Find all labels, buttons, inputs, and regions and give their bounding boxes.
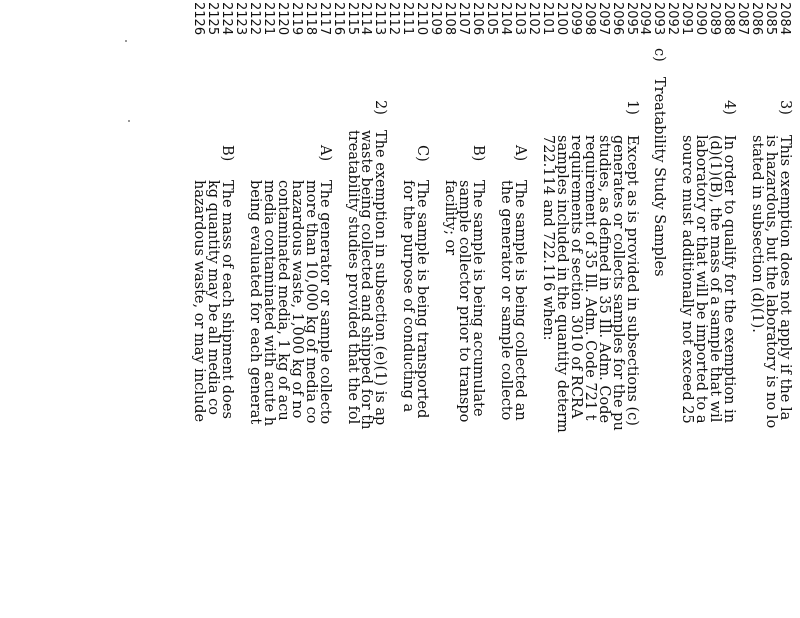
line-number: 2119: [288, 2, 304, 36]
line-number: 2111: [400, 2, 416, 36]
text-line: The sample is being accumulate: [470, 180, 487, 417]
line-number: 2088: [721, 2, 737, 36]
text-line: Except as is provided in subsections (c): [623, 135, 640, 426]
line-number: 2114: [358, 2, 374, 36]
line-number: 2126: [191, 2, 207, 36]
line-number: 2091: [679, 2, 695, 36]
line-number: 2118: [302, 2, 318, 36]
section-heading: Treatability Study Samples: [651, 77, 668, 277]
text-line: requirement of 35 Ill. Adm. Code 721 t: [581, 135, 598, 421]
line-number: 2087: [735, 2, 751, 36]
text-line: media contaminated with acute h: [260, 180, 277, 427]
line-number: 2116: [330, 2, 346, 36]
text-line: The generator or sample collecto: [316, 180, 333, 425]
line-number: 2120: [274, 2, 290, 36]
item-marker-B2: B): [219, 145, 235, 162]
line-number: 2092: [665, 2, 681, 36]
scan-speck: [128, 120, 130, 122]
line-number: 2084: [777, 2, 792, 36]
text-line: hazardous waste, 1,000 kg of no: [288, 180, 305, 419]
item-marker-2: 2): [372, 100, 389, 115]
line-number: 2089: [707, 2, 723, 36]
line-number: 2113: [372, 2, 388, 36]
text-line: more than 10,000 kg of media co: [302, 180, 319, 424]
text-line: This exemption does not apply if the la: [777, 135, 793, 421]
line-number: 2093: [651, 2, 667, 36]
line-number: 2095: [623, 2, 639, 36]
text-line: contaminated media, 1 kg of acu: [274, 180, 291, 421]
text-line: In order to qualify for the exemption in: [721, 135, 738, 424]
line-number: 2104: [498, 2, 513, 36]
text-line: being evaluated for each generat: [246, 180, 263, 425]
item-marker-4: 4): [721, 100, 738, 115]
text-line: requirements of section 3010 of RCRA: [567, 135, 584, 419]
line-number: 2101: [539, 2, 555, 36]
text-line: The exemption in subsection (e)(1) is ap: [372, 130, 389, 426]
line-number: 2102: [525, 2, 541, 36]
line-number: 2108: [442, 2, 458, 36]
line-number: 2103: [511, 2, 527, 36]
item-marker-3: 3): [777, 100, 793, 115]
text-line: The sample is being collected an: [511, 180, 528, 421]
line-number: 2121: [260, 2, 276, 36]
text-line: is hazardous, but the laboratory is no lo: [763, 135, 780, 429]
line-number: 2124: [219, 2, 234, 36]
text-line: The mass of each shipment does: [219, 180, 235, 419]
line-number: 2097: [595, 2, 611, 36]
text-line: stated in subsection (d)(1).: [749, 135, 766, 333]
text-line: hazardous waste, or may include: [191, 180, 208, 423]
item-marker-A: A): [511, 145, 528, 162]
line-number: 2106: [470, 2, 486, 36]
scan-speck: [125, 40, 127, 42]
text-line: samples included in the quantity determ: [553, 135, 570, 433]
text-line: laboratory or that will be imported to a: [693, 135, 710, 424]
item-marker-A2: A): [316, 145, 333, 162]
subsection-marker-c: c): [651, 48, 668, 62]
item-marker-C: C): [414, 145, 431, 162]
line-number: 2100: [553, 2, 569, 36]
line-number: 2123: [232, 2, 248, 36]
line-number: 2094: [637, 2, 653, 36]
text-line: for the purpose of conducting a: [400, 180, 417, 413]
line-number: 2086: [749, 2, 765, 36]
line-number: 2090: [693, 2, 709, 36]
line-number: 2096: [609, 2, 625, 36]
line-number: 2085: [763, 2, 779, 36]
line-number: 2109: [428, 2, 444, 36]
line-number: 2099: [567, 2, 583, 36]
text-line: 722.114 and 722.116 when:: [539, 135, 556, 341]
text-line: kg quantity may be all media co: [205, 180, 222, 415]
text-line: the generator or sample collecto: [498, 180, 514, 421]
line-number: 2105: [484, 2, 500, 36]
line-number: 2117: [316, 2, 332, 36]
line-number: 2107: [456, 2, 472, 36]
text-line: treatability studies provided that the fol: [344, 130, 361, 425]
line-number: 2115: [344, 2, 360, 36]
text-line: facility; or: [442, 180, 459, 256]
line-number: 2122: [246, 2, 262, 36]
text-line: The sample is being transported: [414, 180, 431, 419]
text-line: studies, as defined in 35 Ill. Adm. Code: [595, 135, 612, 424]
item-marker-B: B): [470, 145, 487, 162]
line-number: 2110: [414, 2, 430, 36]
text-line: sample collector prior to transpo: [456, 180, 473, 423]
text-line: generates or collects samples for the pu: [609, 135, 626, 431]
line-number: 2112: [386, 2, 402, 36]
line-number: 2098: [581, 2, 597, 36]
text-line: source must additionally not exceed 25: [679, 135, 696, 424]
text-line: waste being collected and shipped for th: [358, 130, 375, 430]
text-line: (d)(1)(B), the mass of a sample that wil: [707, 135, 724, 423]
item-marker-1: 1): [623, 100, 640, 115]
line-number: 2125: [205, 2, 221, 36]
